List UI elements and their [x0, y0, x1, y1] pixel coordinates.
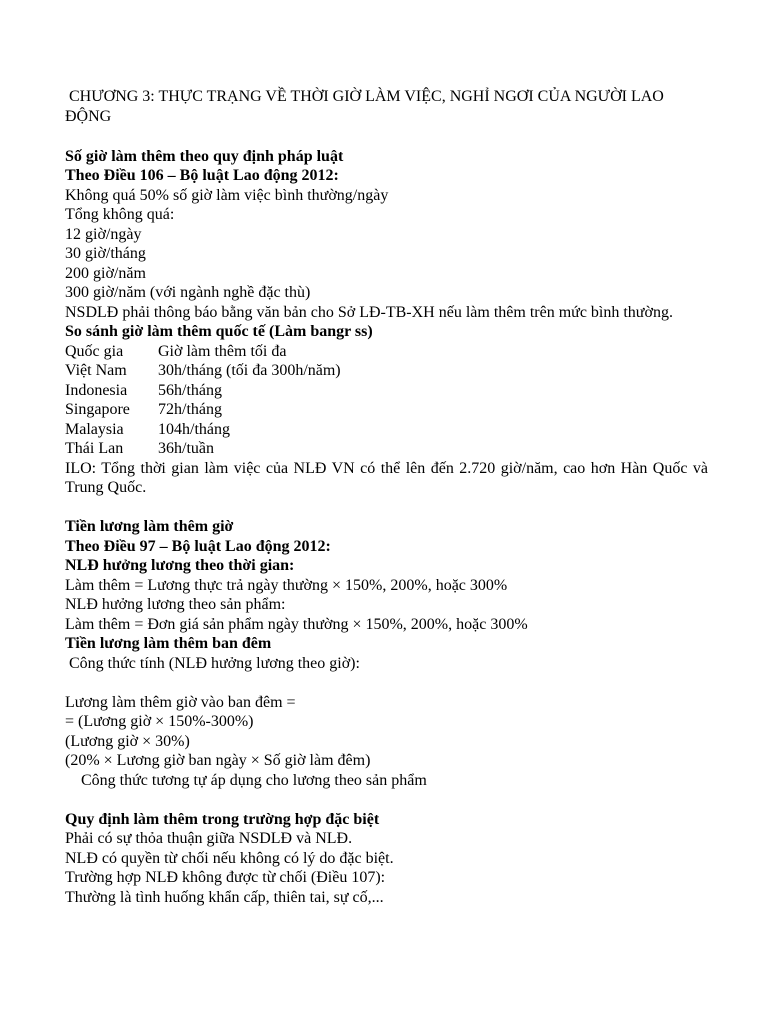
table-row	[65, 361, 708, 381]
formula-line: Lương làm thêm giờ vào ban đêm =	[65, 693, 296, 711]
text-line: 12 giờ/ngày	[65, 225, 142, 243]
comparison-table	[65, 342, 708, 459]
text-line: 200 giờ/năm	[65, 264, 146, 282]
text-line: 300 giờ/năm (với ngành nghề đặc thù)	[65, 284, 311, 301]
subheading-article-97: Theo Điều 97 – Bộ luật Lao động 2012:	[65, 537, 331, 555]
chapter-title: CHƯƠNG 3: THỰC TRẠNG VỀ THỜI GIỜ LÀM VIỆC, NGHỈ NGƠI CỦA NGƯỜI LAO ĐỘNG	[65, 88, 668, 125]
text-line: Trường hợp NLĐ không được từ chối (Điều 107):	[65, 869, 386, 886]
formula-line: = (Lương giờ × 150%-300%)	[65, 713, 254, 730]
table-header-cell: Giờ làm thêm tối đa	[158, 342, 287, 360]
table-cell: 36h/tuần	[158, 440, 214, 457]
formula-note: Công thức tương tự áp dụng cho lương theo sản phẩm	[65, 771, 427, 789]
table-row	[65, 439, 708, 459]
section-heading-overtime-pay: Tiền lương làm thêm giờ	[65, 518, 234, 535]
text-line: Tổng không quá:	[65, 206, 175, 223]
table-cell: Thái Lan	[65, 440, 124, 457]
table-row	[65, 400, 708, 420]
text-line: Làm thêm = Lương thực trả ngày thường × 150%, 200%, hoặc 300%	[65, 576, 508, 594]
text-line: NLĐ hưởng lương theo sản phẩm:	[65, 596, 286, 613]
text-line: Phải có sự thỏa thuận giữa NSDLĐ và NLĐ.	[65, 830, 353, 847]
paragraph-ilo: ILO: Tổng thời gian làm việc của NLĐ VN có thể lên đến 2.720 giờ/năm, cao hơn Hàn Quốc và Trung Quốc.	[65, 459, 708, 496]
table-header-cell: Quốc gia	[65, 342, 124, 360]
formula-line: (20% × Lương giờ ban ngày × Số giờ làm đêm)	[65, 752, 371, 769]
table-cell: 30h/tháng (tối đa 300h/năm)	[158, 362, 341, 379]
table-cell: Việt Nam	[65, 362, 127, 379]
table-row	[65, 420, 708, 440]
table-cell: Malaysia	[65, 420, 124, 438]
table-header-row	[65, 342, 708, 362]
document-body	[65, 87, 708, 907]
subheading-time-wage: NLĐ hưởng lương theo thời gian:	[65, 557, 295, 574]
subheading-article-106: Theo Điều 106 – Bộ luật Lao động 2012:	[65, 167, 339, 184]
table-cell: 104h/tháng	[158, 420, 230, 438]
table-cell: Singapore	[65, 401, 130, 418]
paragraph-notification: NSDLĐ phải thông báo bằng văn bản cho Sở LĐ-TB-XH nếu làm thêm trên mức bình thường.	[65, 303, 673, 321]
text-line: Làm thêm = Đơn giá sản phẩm ngày thường × 150%, 200%, hoặc 300%	[65, 615, 528, 633]
text-line: Công thức tính (NLĐ hưởng lương theo giờ):	[65, 654, 360, 672]
section-heading-overtime-law: Số giờ làm thêm theo quy định pháp luật	[65, 147, 344, 165]
text-line: NLĐ có quyền từ chối nếu không có lý do đặc biệt.	[65, 849, 394, 867]
subheading-night-overtime: Tiền lương làm thêm ban đêm	[65, 635, 272, 652]
section-heading-special-cases: Quy định làm thêm trong trường hợp đặc biệt	[65, 810, 380, 828]
section-heading-international-comparison: So sánh giờ làm thêm quốc tế (Làm bangr ss)	[65, 323, 373, 340]
formula-line: (Lương giờ × 30%)	[65, 732, 190, 750]
table-cell: Indonesia	[65, 381, 128, 399]
text-line: Thường là tình huống khẩn cấp, thiên tai, sự cố,...	[65, 888, 384, 906]
text-line: 30 giờ/tháng	[65, 245, 146, 262]
table-row	[65, 381, 708, 401]
table-cell: 72h/tháng	[158, 401, 222, 418]
table-cell: 56h/tháng	[158, 381, 222, 399]
text-line: Không quá 50% số giờ làm việc bình thường/ngày	[65, 186, 389, 204]
